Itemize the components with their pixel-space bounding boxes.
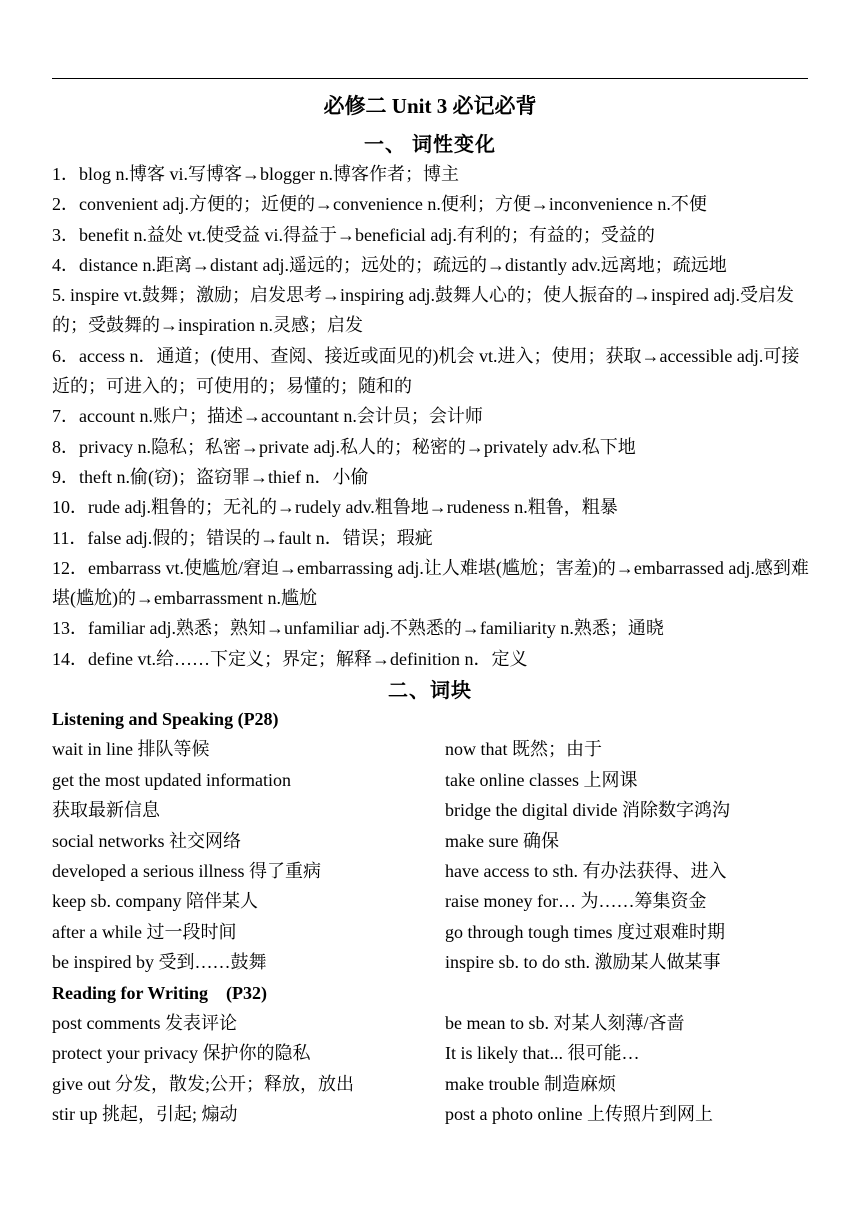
vocab-item: 12．embarrass vt.使尴尬/窘迫→embarrassing adj.让人难堪(尴尬；害羞)的→embarrassed adj.感到难堪(尴尬)的→embarrassment n.尴尬 <box>52 557 809 609</box>
phrase-row <box>52 765 822 795</box>
phrase-left: give out 分发，散发;公开；释放，放出 <box>52 1073 354 1094</box>
vocab-item: 2．convenient adj.方便的；近便的→convenience n.便利；方便→inconvenience n.不便 <box>52 194 707 215</box>
phrase-row <box>52 826 822 856</box>
phrase-left: 获取最新信息 <box>52 800 160 821</box>
subsection-heading: Reading for Writing (P32) <box>52 982 267 1003</box>
subsection-heading: Listening and Speaking (P28) <box>52 709 279 729</box>
phrase-right: now that 既然；由于 <box>445 739 602 760</box>
phrase-right: make trouble 制造麻烦 <box>445 1073 616 1094</box>
section-heading-phrases: 二、词块 <box>388 680 472 702</box>
phrase-row <box>52 1038 822 1068</box>
phrase-left: after a while 过一段时间 <box>52 921 237 942</box>
phrase-right: inspire sb. to do sth. 激励某人做某事 <box>445 952 721 973</box>
phrase-row <box>52 734 822 764</box>
phrase-right: be mean to sb. 对某人刻薄/吝啬 <box>445 1013 685 1034</box>
vocab-item: 10．rude adj.粗鲁的；无礼的→rudely adv.粗鲁地→rudeness n.粗鲁，粗暴 <box>52 497 618 518</box>
phrase-row <box>52 1008 822 1038</box>
phrase-row <box>52 917 822 947</box>
vocab-item: 14．define vt.给……下定义；界定；解释→definition n．定义 <box>52 648 528 669</box>
phrase-left: developed a serious illness 得了重病 <box>52 861 321 882</box>
vocab-item: 7．account n.账户；描述→accountant n.会计员；会计师 <box>52 406 483 427</box>
vocab-item: 13．familiar adj.熟悉；熟知→unfamiliar adj.不熟悉的→familiarity n.熟悉；通晓 <box>52 618 664 639</box>
phrase-row <box>52 947 822 977</box>
section-heading-word-forms: 一、 词性变化 <box>364 134 496 156</box>
phrase-list <box>52 704 822 1130</box>
phrase-right: make sure 确保 <box>445 830 559 851</box>
phrase-row <box>52 886 822 916</box>
phrase-left: get the most updated information <box>52 769 291 790</box>
phrase-right: go through tough times 度过艰难时期 <box>445 921 725 942</box>
vocab-item: 4．distance n.距离→distant adj.遥远的；远处的；疏远的→distantly adv.远离地；疏远地 <box>52 254 727 275</box>
phrase-right: It is likely that... 很可能… <box>445 1043 640 1064</box>
vocab-item: 3．benefit n.益处 vt.使受益 vi.得益于→beneficial adj.有利的；有益的；受益的 <box>52 224 655 245</box>
phrase-left: stir up 挑起，引起; 煽动 <box>52 1104 238 1125</box>
phrase-left: be inspired by 受到……鼓舞 <box>52 952 267 973</box>
phrase-left: wait in line 排队等候 <box>52 739 210 760</box>
phrase-right: take online classes 上网课 <box>445 769 638 790</box>
phrase-right: bridge the digital divide 消除数字鸿沟 <box>445 800 730 821</box>
phrase-row <box>52 795 822 825</box>
vocab-item: 6．access n．通道；(使用、查阅、接近或面见的)机会 vt.进入；使用；获取→accessible adj.可接近的；可进入的；可使用的；易懂的；随和的 <box>52 345 800 397</box>
vocab-item: 9．theft n.偷(窃)；盗窃罪→thief n．小偷 <box>52 466 369 487</box>
phrase-left: social networks 社交网络 <box>52 830 241 851</box>
phrase-row <box>52 1099 822 1129</box>
vocab-item: 8．privacy n.隐私；私密→private adj.私人的；秘密的→privately adv.私下地 <box>52 436 636 457</box>
phrase-right: post a photo online 上传照片到网上 <box>445 1104 713 1125</box>
header-rule <box>52 78 808 79</box>
phrase-left: protect your privacy 保护你的隐私 <box>52 1043 311 1064</box>
phrase-row <box>52 856 822 886</box>
page-title: 必修二 Unit 3 必记必背 <box>323 94 537 118</box>
phrase-left: keep sb. company 陪伴某人 <box>52 891 258 912</box>
phrase-right: raise money for… 为……筹集资金 <box>445 891 707 912</box>
phrase-right: have access to sth. 有办法获得、进入 <box>445 861 727 882</box>
vocab-item: 5. inspire vt.鼓舞；激励；启发思考→inspiring adj.鼓舞人心的；使人振奋的→inspired adj.受启发的；受鼓舞的→inspiration n.灵感；启发 <box>52 285 794 336</box>
vocab-list <box>52 159 812 674</box>
vocab-item: 11．false adj.假的；错误的→fault n．错误；瑕疵 <box>52 527 433 548</box>
phrase-row <box>52 1069 822 1099</box>
vocab-item: 1．blog n.博客 vi.写博客→blogger n.博客作者；博主 <box>52 164 459 184</box>
phrase-left: post comments 发表评论 <box>52 1013 237 1034</box>
